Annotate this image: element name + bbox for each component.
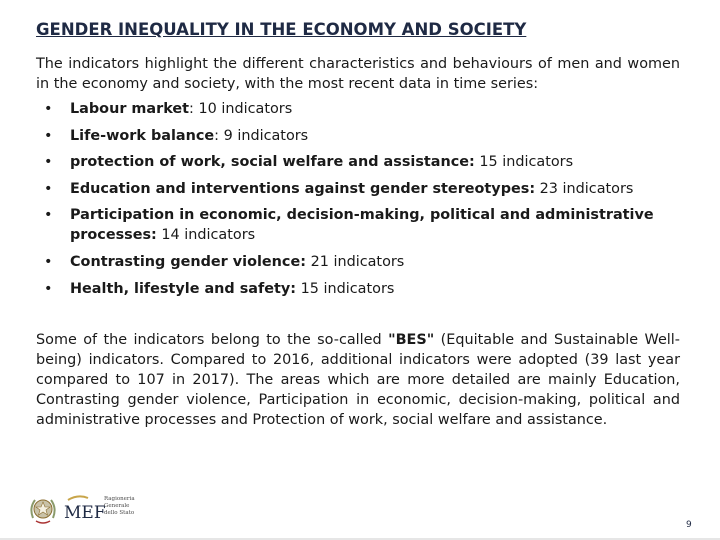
page-number: 9 <box>686 520 692 530</box>
bes-paragraph <box>36 330 680 430</box>
bullet-detail: 9 indicators <box>223 127 309 144</box>
bullet-name: Life-work balance <box>70 127 215 144</box>
italian-republic-emblem-icon <box>27 494 59 528</box>
bullet-name: Labour market <box>70 101 190 117</box>
mef-logo-subtitle <box>104 496 135 517</box>
slide-title: GENDER INEQUALITY IN THE ECONOMY AND SOCIETY <box>36 20 527 39</box>
bullet-separator: : <box>189 101 199 117</box>
bullet-name: Education and interventions against gender stereotypes: <box>70 180 536 197</box>
bullet-icon: • <box>44 101 53 117</box>
bullet-icon: • <box>44 253 53 270</box>
bullet-name: protection of work, social welfare and assistance: <box>70 154 475 171</box>
bullet-name: Participation in economic, decision-making, political and administrative processes: <box>70 207 654 244</box>
bullet-detail: 15 indicators <box>300 280 395 297</box>
bullet-icon: • <box>44 180 53 197</box>
bullet-detail: 15 indicators <box>479 154 574 171</box>
mef-logo-text: MEF <box>64 503 106 523</box>
mef-logo-subtitle-line: Generale <box>104 503 130 509</box>
bullet-separator: : <box>214 127 224 144</box>
mef-logo <box>64 494 144 528</box>
bullet-name: Contrasting gender violence: <box>70 253 306 270</box>
list-item <box>36 152 696 172</box>
bes-text-after: (Equitable and Sustainable Well-being) indicators. Compared to 2016, additional indicators were adopted (39 last year compared to 107 in 2017). The areas which are more detailed are mainly Education, Contrasting gender violence, Participation in economic, decision-making, political and administrative processes and Protection of work, social welfare and assistance. <box>36 332 680 428</box>
indicator-list <box>36 99 696 305</box>
list-item <box>36 205 696 245</box>
bullet-icon: • <box>44 280 53 297</box>
list-item <box>36 179 696 199</box>
bullet-icon: • <box>44 127 53 144</box>
bullet-detail: 14 indicators <box>161 227 256 244</box>
bullet-detail: 10 indicators <box>198 101 293 117</box>
mef-logo-subtitle-line: Ragioneria <box>104 496 135 502</box>
bullet-icon: • <box>44 207 53 224</box>
bullet-name: Health, lifestyle and safety: <box>70 280 297 297</box>
list-item <box>36 252 696 272</box>
list-item <box>36 99 696 119</box>
list-item <box>36 279 696 299</box>
bullet-detail: 23 indicators <box>539 180 634 197</box>
list-item <box>36 126 696 146</box>
bes-highlight: "BES" <box>388 332 435 348</box>
mef-logo-subtitle-line: dello Stato <box>104 510 135 516</box>
bullet-icon: • <box>44 154 53 171</box>
bes-text-before: Some of the indicators belong to the so-called <box>36 332 389 348</box>
intro-paragraph: The indicators highlight the different characteristics and behaviours of men and women in the economy and society, with the most recent data in time series: <box>36 56 680 92</box>
bullet-detail: 21 indicators <box>310 253 405 270</box>
